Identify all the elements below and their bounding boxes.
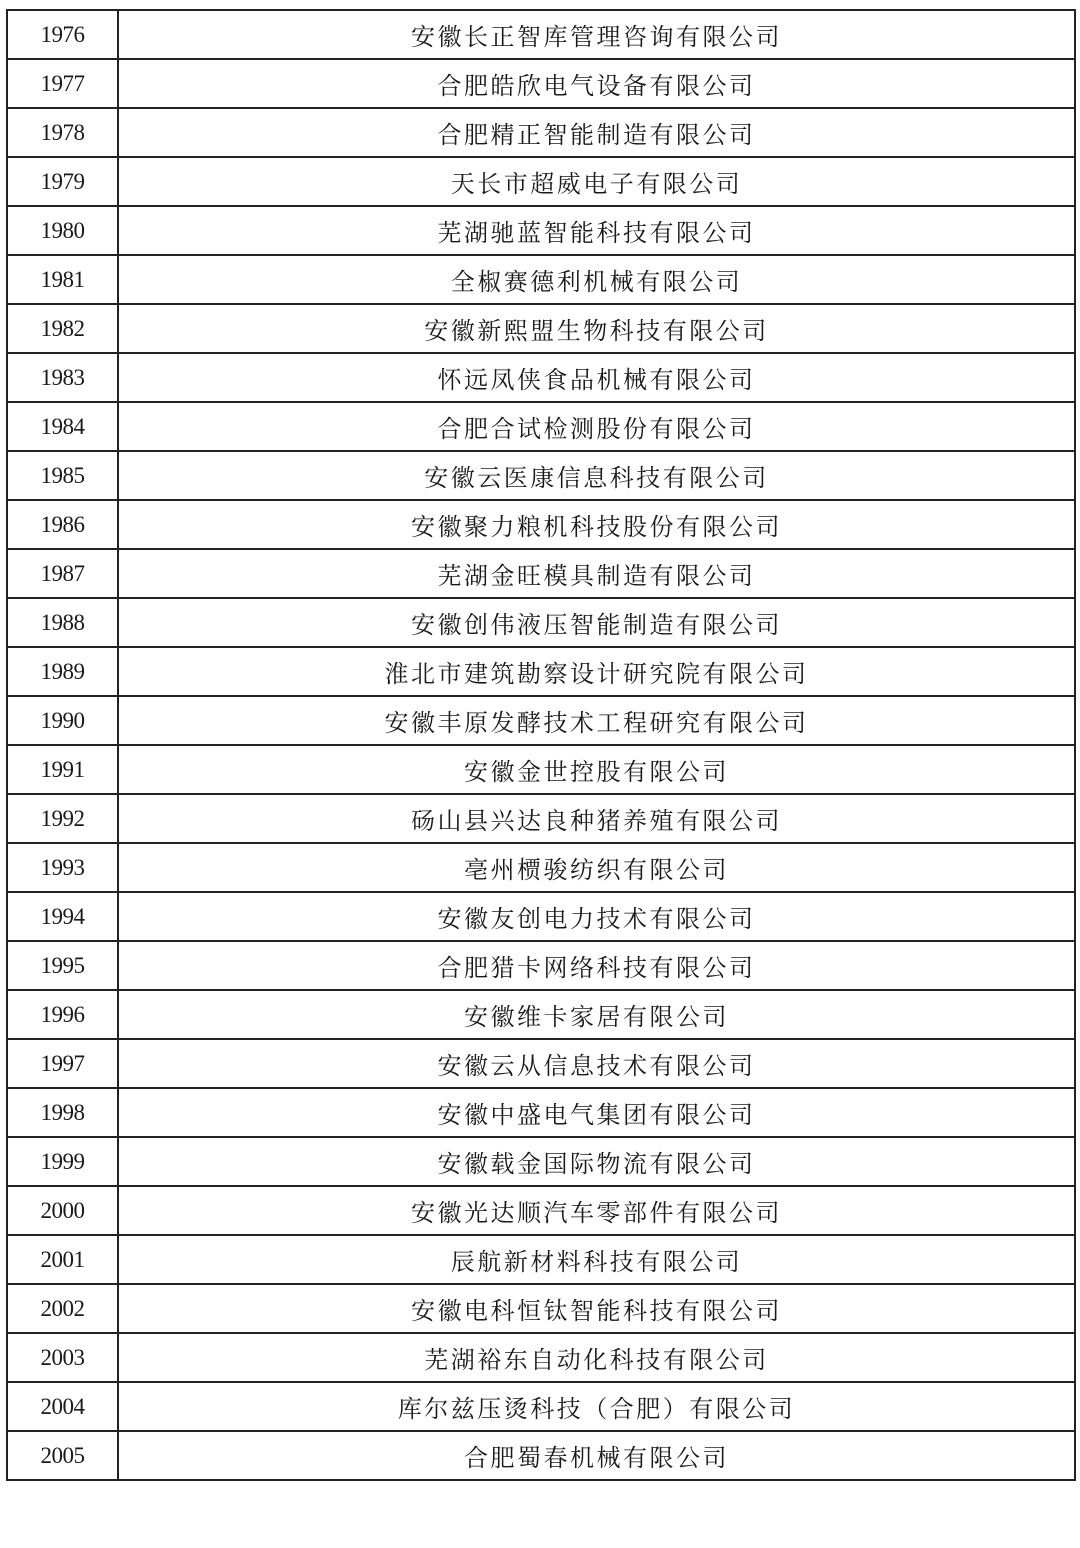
company-name: 合肥皓欣电气设备有限公司: [118, 59, 1075, 108]
company-name: 芜湖金旺模具制造有限公司: [118, 549, 1075, 598]
table-row: [7, 353, 1075, 402]
company-name: 安徽光达顺汽车零部件有限公司: [118, 1186, 1075, 1235]
row-number: 2003: [7, 1333, 118, 1382]
company-name: 安徽云从信息技术有限公司: [118, 1039, 1075, 1088]
row-number: 1994: [7, 892, 118, 941]
row-number: 1984: [7, 402, 118, 451]
row-number: 1999: [7, 1137, 118, 1186]
company-name: 合肥精正智能制造有限公司: [118, 108, 1075, 157]
company-name: 全椒赛德利机械有限公司: [118, 255, 1075, 304]
table-row: [7, 206, 1075, 255]
row-number: 1993: [7, 843, 118, 892]
row-number: 1988: [7, 598, 118, 647]
row-number: 2000: [7, 1186, 118, 1235]
company-name: 合肥合试检测股份有限公司: [118, 402, 1075, 451]
row-number: 1995: [7, 941, 118, 990]
table-row: [7, 108, 1075, 157]
row-number: 1990: [7, 696, 118, 745]
table-row: [7, 1333, 1075, 1382]
table-row: [7, 59, 1075, 108]
company-name: 淮北市建筑勘察设计研究院有限公司: [118, 647, 1075, 696]
table-row: [7, 10, 1075, 59]
row-number: 1977: [7, 59, 118, 108]
table-row: [7, 843, 1075, 892]
row-number: 1997: [7, 1039, 118, 1088]
table-row: [7, 1235, 1075, 1284]
company-list-table: [6, 9, 1076, 1481]
table-row: [7, 157, 1075, 206]
company-name: 安徽维卡家居有限公司: [118, 990, 1075, 1039]
company-name: 安徽聚力粮机科技股份有限公司: [118, 500, 1075, 549]
row-number: 2005: [7, 1431, 118, 1480]
table-row: [7, 500, 1075, 549]
row-number: 1980: [7, 206, 118, 255]
table-row: [7, 255, 1075, 304]
row-number: 1985: [7, 451, 118, 500]
row-number: 1989: [7, 647, 118, 696]
company-name: 辰航新材料科技有限公司: [118, 1235, 1075, 1284]
company-name: 安徽友创电力技术有限公司: [118, 892, 1075, 941]
company-name: 芜湖裕东自动化科技有限公司: [118, 1333, 1075, 1382]
company-name: 天长市超威电子有限公司: [118, 157, 1075, 206]
table-row: [7, 1284, 1075, 1333]
row-number: 2004: [7, 1382, 118, 1431]
company-name: 安徽金世控股有限公司: [118, 745, 1075, 794]
table-row: [7, 304, 1075, 353]
company-name: 砀山县兴达良种猪养殖有限公司: [118, 794, 1075, 843]
table-row: [7, 1039, 1075, 1088]
row-number: 1986: [7, 500, 118, 549]
row-number: 1976: [7, 10, 118, 59]
row-number: 1978: [7, 108, 118, 157]
company-name: 安徽丰原发酵技术工程研究有限公司: [118, 696, 1075, 745]
row-number: 1992: [7, 794, 118, 843]
company-name: 安徽长正智库管理咨询有限公司: [118, 10, 1075, 59]
table-row: [7, 598, 1075, 647]
row-number: 1981: [7, 255, 118, 304]
table-row: [7, 1431, 1075, 1480]
company-name: 亳州槚骏纺织有限公司: [118, 843, 1075, 892]
company-name: 安徽中盛电气集团有限公司: [118, 1088, 1075, 1137]
table-row: [7, 647, 1075, 696]
table-row: [7, 549, 1075, 598]
table-row: [7, 794, 1075, 843]
row-number: 1982: [7, 304, 118, 353]
row-number: 1979: [7, 157, 118, 206]
table-row: [7, 941, 1075, 990]
row-number: 1983: [7, 353, 118, 402]
table-row: [7, 1186, 1075, 1235]
table-row: [7, 1088, 1075, 1137]
company-name: 安徽创伟液压智能制造有限公司: [118, 598, 1075, 647]
row-number: 1996: [7, 990, 118, 1039]
table-row: [7, 745, 1075, 794]
row-number: 1998: [7, 1088, 118, 1137]
company-name: 安徽新熙盟生物科技有限公司: [118, 304, 1075, 353]
company-name: 芜湖驰蓝智能科技有限公司: [118, 206, 1075, 255]
table-body: [7, 10, 1075, 1480]
company-name: 安徽电科恒钛智能科技有限公司: [118, 1284, 1075, 1333]
company-name: 合肥猎卡网络科技有限公司: [118, 941, 1075, 990]
row-number: 2002: [7, 1284, 118, 1333]
table-row: [7, 990, 1075, 1039]
table-row: [7, 402, 1075, 451]
table-row: [7, 451, 1075, 500]
company-name: 安徽载金国际物流有限公司: [118, 1137, 1075, 1186]
table-row: [7, 892, 1075, 941]
row-number: 1987: [7, 549, 118, 598]
row-number: 2001: [7, 1235, 118, 1284]
table-row: [7, 696, 1075, 745]
company-name: 库尔兹压烫科技（合肥）有限公司: [118, 1382, 1075, 1431]
company-name: 怀远凤侠食品机械有限公司: [118, 353, 1075, 402]
table-row: [7, 1137, 1075, 1186]
company-name: 安徽云医康信息科技有限公司: [118, 451, 1075, 500]
company-name: 合肥蜀春机械有限公司: [118, 1431, 1075, 1480]
table-row: [7, 1382, 1075, 1431]
row-number: 1991: [7, 745, 118, 794]
